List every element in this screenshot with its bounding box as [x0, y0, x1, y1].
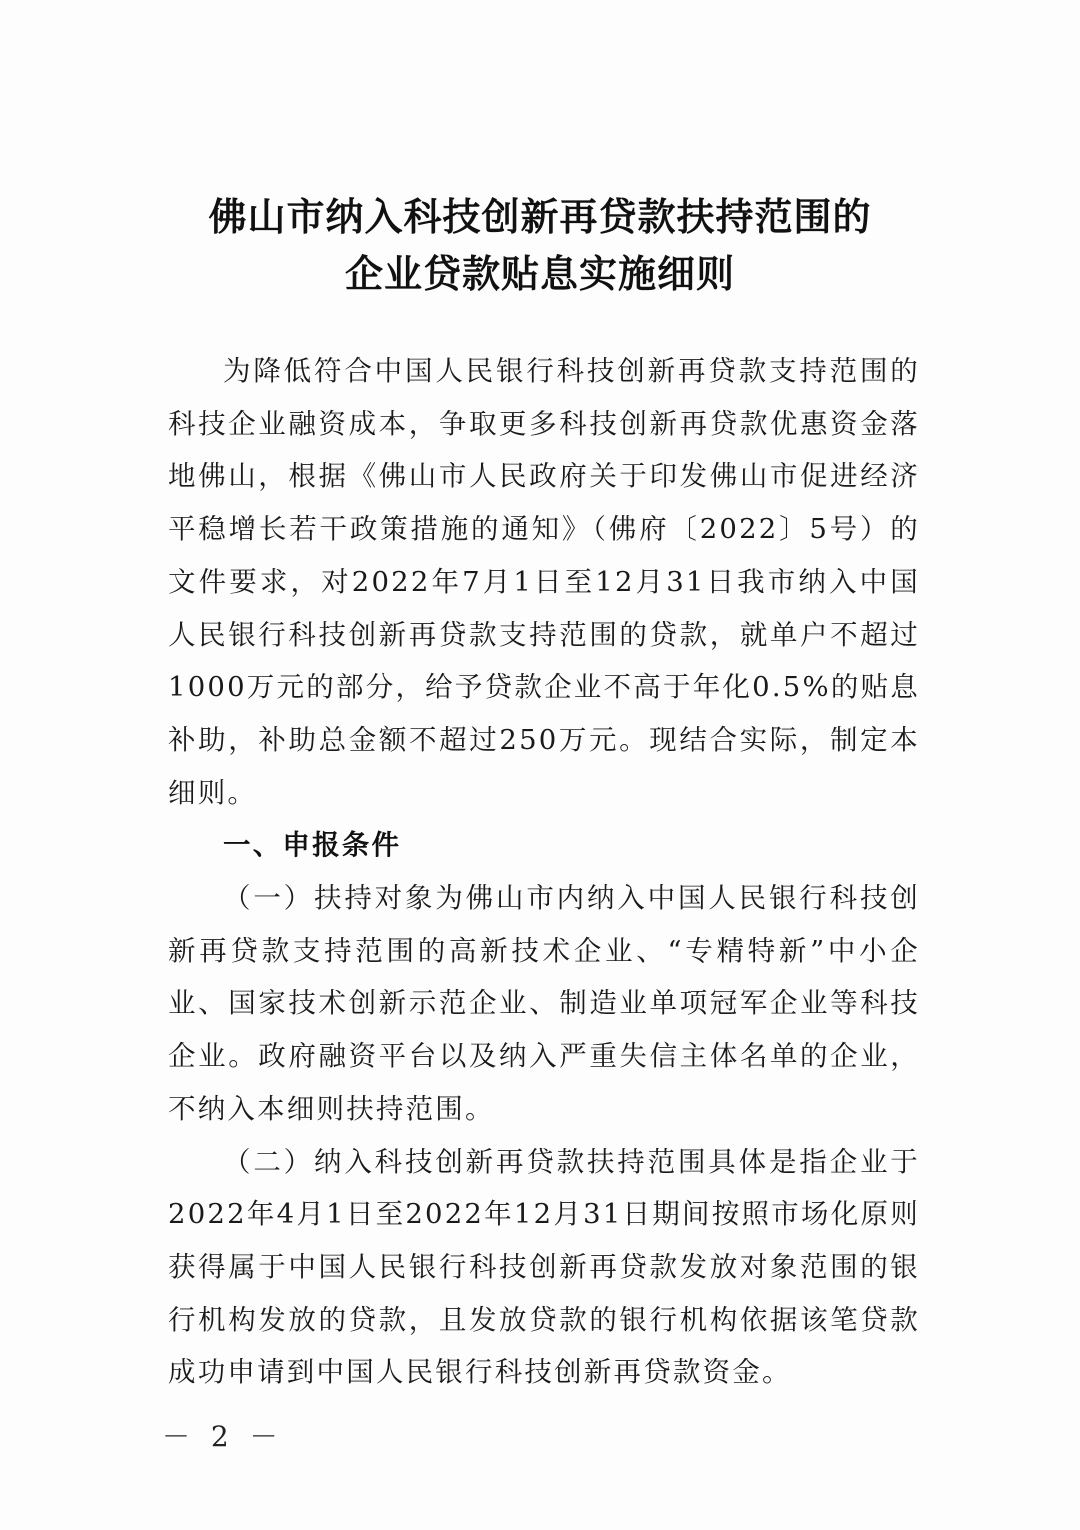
intro-paragraph: 为降低符合中国人民银行科技创新再贷款支持范围的科技企业融资成本，争取更多科技创新再贷款优惠资金落地佛山，根据《佛山市人民政府关于印发佛山市促进经济平稳增长若干政策措施的通知》（佛府〔2022〕5号）的文件要求，对2022年7月1日至12月31日我市纳入中国人民银行科技创新再贷款支持范围的贷款，就单户不超过1000万元的部分，给予贷款企业不高于年化0.5%的贴息补助，补助总金额不超过250万元。现结合实际，制定本细则。	[168, 355, 920, 809]
clause-1-paragraph: （一）扶持对象为佛山市内纳入中国人民银行科技创新再贷款支持范围的高新技术企业、“专精特新”中小企业、国家技术创新示范企业、制造业单项冠军企业等科技企业。政府融资平台以及纳入严重失信主体名单的企业，不纳入本细则扶持范围。	[168, 882, 920, 1125]
document-title-line-2: 企业贷款贴息实施细则	[344, 252, 735, 296]
page-number: － 2 －	[162, 1420, 284, 1453]
clause-2-paragraph: （二）纳入科技创新再贷款扶持范围具体是指企业于2022年4月1日至2022年12月31日期间按照市场化原则获得属于中国人民银行科技创新再贷款发放对象范围的银行机构发放的贷款，且发放贷款的银行机构依据该笔贷款成功申请到中国人民银行科技创新再贷款资金。	[168, 1145, 920, 1389]
section-heading-application-conditions: 一、申报条件	[223, 829, 402, 862]
document-title-line-1: 佛山市纳入科技创新再贷款扶持范围的	[208, 195, 872, 239]
document-body	[168, 345, 920, 1399]
